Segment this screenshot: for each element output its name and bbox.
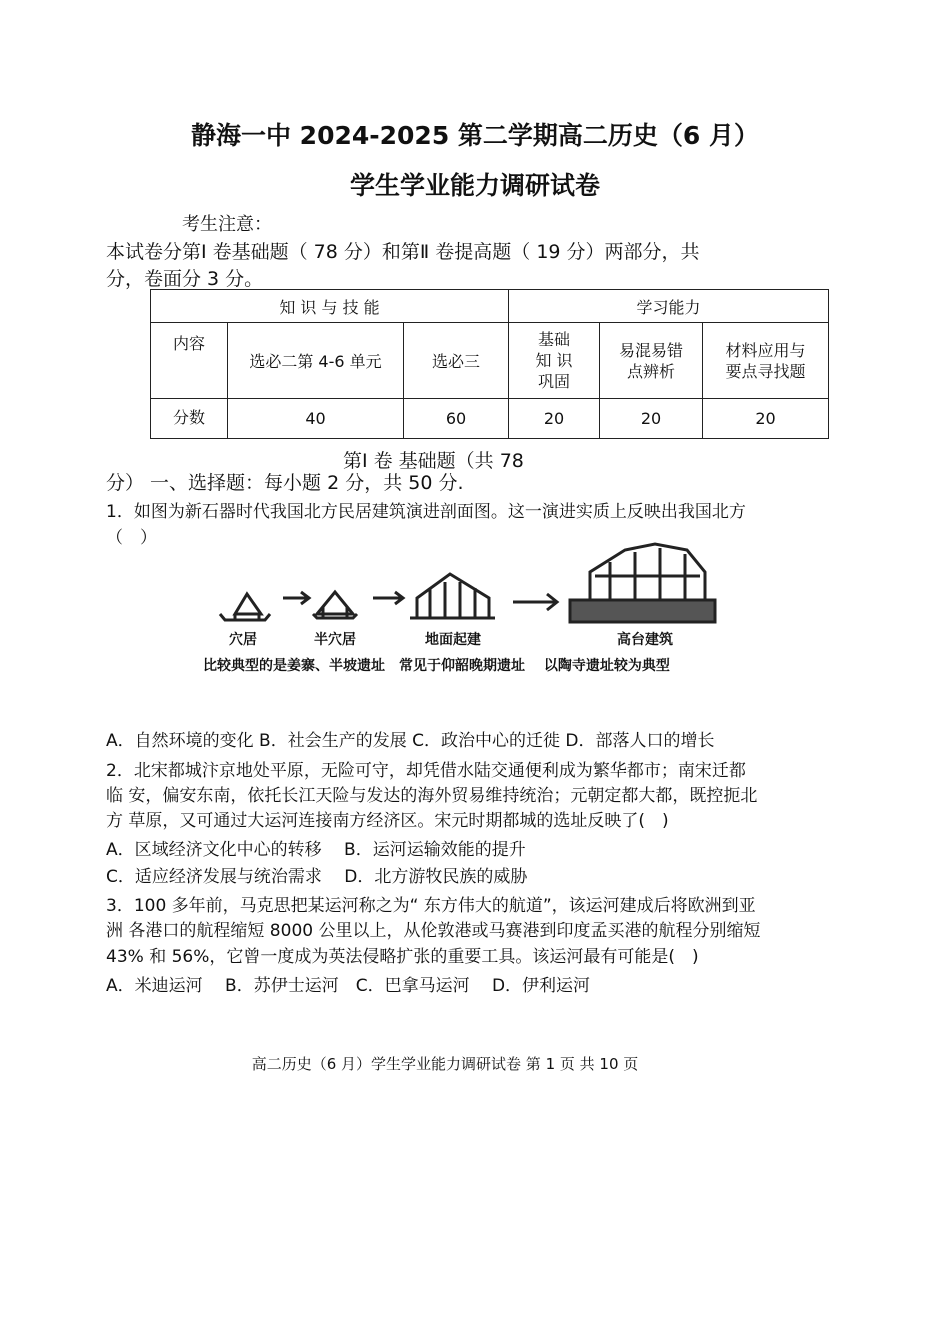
table-score-label: 分数: [151, 399, 228, 439]
cave-roof: [235, 594, 261, 614]
table-score-3: 20: [509, 399, 600, 439]
table-group-ability: 学习能力: [509, 290, 829, 323]
q3-options: A．米迪运河 B．苏伊士运河 C．巴拿马运河 D．伊利运河: [106, 976, 591, 996]
table-score-4: 20: [600, 399, 703, 439]
figure-label-cave: 穴居: [229, 632, 257, 648]
figure-label-ground: 地面起建: [425, 632, 481, 648]
q3-stem-line-3: 43% 和 56%，它曾一度成为英法侵略扩张的重要工具。该运河最有可能是( ): [106, 947, 699, 967]
section-heading-2: 分） 一、选择题：每小题 2 分，共 50 分.: [106, 472, 464, 494]
page-footer: 高二历史（6 月）学生学业能力调研试卷 第 1 页 共 10 页: [251, 1055, 639, 1073]
page-title: 静海一中 2024-2025 第二学期高二历史（6 月）: [190, 121, 760, 150]
page-subtitle: 学生学业能力调研试卷: [349, 171, 600, 200]
table-score-5: 20: [703, 399, 829, 439]
arrow-3: [513, 594, 557, 610]
figure-label-semi: 半穴居: [314, 632, 356, 648]
q1-stem-line-2: （ ）: [106, 528, 157, 548]
arrow-2: [373, 592, 403, 604]
platform-base: [570, 600, 715, 622]
q2-options-line-2: C．适应经济发展与统治需求 D．北方游牧民族的威胁: [106, 867, 528, 887]
q2-stem-line-1: 2．北宋都城汴京地处平原，无险可守，却凭借水陆交通便利成为繁华都市；南宋迁都: [106, 761, 746, 781]
table-col-3: 基础 知 识 巩固: [509, 323, 600, 399]
q3-stem-line-1: 3．100 多年前，马克思把某运河称之为“ 东方伟大的航道”，该运河建成后将欧洲到亚: [106, 896, 756, 916]
platform-hall: [590, 544, 705, 600]
table-group-knowledge: 知 识 与 技 能: [151, 290, 509, 323]
table-content-label: 内容: [151, 323, 228, 399]
notice-line-2: 分，卷面分 3 分。: [106, 268, 264, 290]
ground-house: [417, 574, 489, 618]
notice-line-1: 本试卷分第Ⅰ 卷基础题（ 78 分）和第Ⅱ 卷提高题（ 19 分）两部分，共: [106, 241, 700, 263]
table-col-1: 选必二第 4-6 单元: [228, 323, 404, 399]
score-table: [150, 289, 829, 439]
notice-label: 考生注意：: [182, 214, 272, 235]
q1-options: A．自然环境的变化 B．社会生产的发展 C．政治中心的迁徙 D．部落人口的增长: [106, 731, 715, 751]
table-col-2: 选必三: [404, 323, 509, 399]
q2-options-line-1: A．区域经济文化中心的转移 B．运河运输效能的提升: [106, 840, 526, 860]
table-score-1: 40: [228, 399, 404, 439]
table-score-2: 60: [404, 399, 509, 439]
dwelling-evolution-figure: [195, 542, 760, 682]
table-col-5: 材料应用与 要点寻找题: [703, 323, 829, 399]
arrow-1: [283, 592, 309, 604]
section-heading: 第Ⅰ 卷 基础题（共 78: [343, 450, 524, 472]
figure-caption: 比较典型的是姜寨、半坡遗址 常见于仰韶晚期遗址 以陶寺遗址较为典型: [203, 658, 670, 674]
table-col-4: 易混易错 点辨析: [600, 323, 703, 399]
q3-stem-line-2: 洲 各港口的航程缩短 8000 公里以上，从伦敦港或马赛港到印度孟买港的航程分别缩短: [106, 921, 761, 941]
figure-label-platform: 高台建筑: [617, 632, 673, 648]
q2-stem-line-3: 方 草原，又可通过大运河连接南方经济区。宋元时期都城的选址反映了( ): [106, 811, 669, 831]
q2-stem-line-2: 临 安，偏安东南，依托长江天险与发达的海外贸易维持统治；元朝定都大都，既控扼北: [106, 786, 758, 806]
q1-stem-line-1: 1．如图为新石器时代我国北方民居建筑演进剖面图。这一演进实质上反映出我国北方: [106, 502, 746, 522]
